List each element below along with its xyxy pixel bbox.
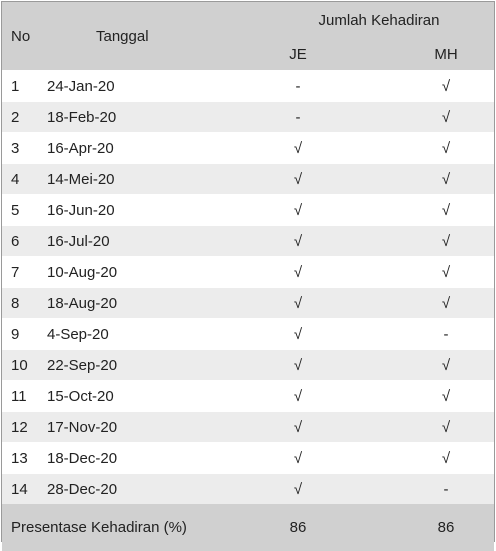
row-je-mark: - xyxy=(198,71,398,102)
row-mh-mark: √ xyxy=(398,133,494,164)
header-mh: MH xyxy=(398,39,494,71)
row-je-mark: √ xyxy=(198,288,398,319)
table-row xyxy=(2,164,494,195)
table-footer xyxy=(2,504,494,551)
row-date: 10-Aug-20 xyxy=(36,257,198,288)
table-row xyxy=(2,350,494,381)
row-mh-mark: √ xyxy=(398,288,494,319)
row-je-mark: √ xyxy=(198,474,398,505)
row-no: 14 xyxy=(2,474,36,505)
header-no: No xyxy=(2,2,36,71)
table-row xyxy=(2,288,494,319)
row-no: 10 xyxy=(2,350,36,381)
header-je: JE xyxy=(198,39,398,71)
row-je-mark: √ xyxy=(198,443,398,474)
row-date: 18-Feb-20 xyxy=(36,102,198,133)
header-tanggal: Tanggal xyxy=(36,2,198,71)
row-je-mark: √ xyxy=(198,257,398,288)
table-row xyxy=(2,319,494,350)
footer-label: Presentase Kehadiran (%) xyxy=(2,504,198,551)
row-date: 4-Sep-20 xyxy=(36,319,198,350)
row-je-mark: √ xyxy=(198,133,398,164)
row-je-mark: √ xyxy=(198,226,398,257)
footer-mh-value: 86 xyxy=(398,504,494,551)
row-date: 17-Nov-20 xyxy=(36,412,198,443)
row-je-mark: √ xyxy=(198,195,398,226)
table-row xyxy=(2,381,494,412)
row-mh-mark: √ xyxy=(398,381,494,412)
row-no: 5 xyxy=(2,195,36,226)
table-row xyxy=(2,71,494,102)
footer-je-value: 86 xyxy=(198,504,398,551)
row-mh-mark: - xyxy=(398,474,494,505)
row-no: 2 xyxy=(2,102,36,133)
table-row xyxy=(2,412,494,443)
row-no: 3 xyxy=(2,133,36,164)
row-mh-mark: √ xyxy=(398,443,494,474)
table-row xyxy=(2,133,494,164)
row-no: 4 xyxy=(2,164,36,195)
row-date: 24-Jan-20 xyxy=(36,71,198,102)
row-je-mark: √ xyxy=(198,381,398,412)
row-mh-mark: √ xyxy=(398,257,494,288)
row-mh-mark: √ xyxy=(398,412,494,443)
row-mh-mark: √ xyxy=(398,71,494,102)
table-row xyxy=(2,226,494,257)
row-je-mark: - xyxy=(198,102,398,133)
row-no: 11 xyxy=(2,381,36,412)
row-mh-mark: √ xyxy=(398,226,494,257)
row-date: 16-Jun-20 xyxy=(36,195,198,226)
table-body xyxy=(2,71,494,505)
attendance-table xyxy=(2,2,494,551)
row-no: 6 xyxy=(2,226,36,257)
table-header xyxy=(2,2,494,71)
row-mh-mark: √ xyxy=(398,350,494,381)
row-mh-mark: - xyxy=(398,319,494,350)
row-mh-mark: √ xyxy=(398,195,494,226)
row-no: 7 xyxy=(2,257,36,288)
row-mh-mark: √ xyxy=(398,164,494,195)
row-date: 14-Mei-20 xyxy=(36,164,198,195)
row-je-mark: √ xyxy=(198,164,398,195)
header-jumlah-kehadiran: Jumlah Kehadiran xyxy=(198,2,494,39)
row-no: 13 xyxy=(2,443,36,474)
attendance-table-container xyxy=(1,1,495,542)
table-row xyxy=(2,195,494,226)
table-row xyxy=(2,443,494,474)
table-row xyxy=(2,474,494,505)
row-je-mark: √ xyxy=(198,319,398,350)
table-row xyxy=(2,257,494,288)
row-no: 12 xyxy=(2,412,36,443)
row-je-mark: √ xyxy=(198,350,398,381)
row-date: 15-Oct-20 xyxy=(36,381,198,412)
row-mh-mark: √ xyxy=(398,102,494,133)
row-no: 1 xyxy=(2,71,36,102)
row-date: 22-Sep-20 xyxy=(36,350,198,381)
row-date: 16-Apr-20 xyxy=(36,133,198,164)
row-date: 18-Dec-20 xyxy=(36,443,198,474)
row-date: 18-Aug-20 xyxy=(36,288,198,319)
row-no: 8 xyxy=(2,288,36,319)
table-row xyxy=(2,102,494,133)
row-no: 9 xyxy=(2,319,36,350)
row-date: 28-Dec-20 xyxy=(36,474,198,505)
row-date: 16-Jul-20 xyxy=(36,226,198,257)
row-je-mark: √ xyxy=(198,412,398,443)
